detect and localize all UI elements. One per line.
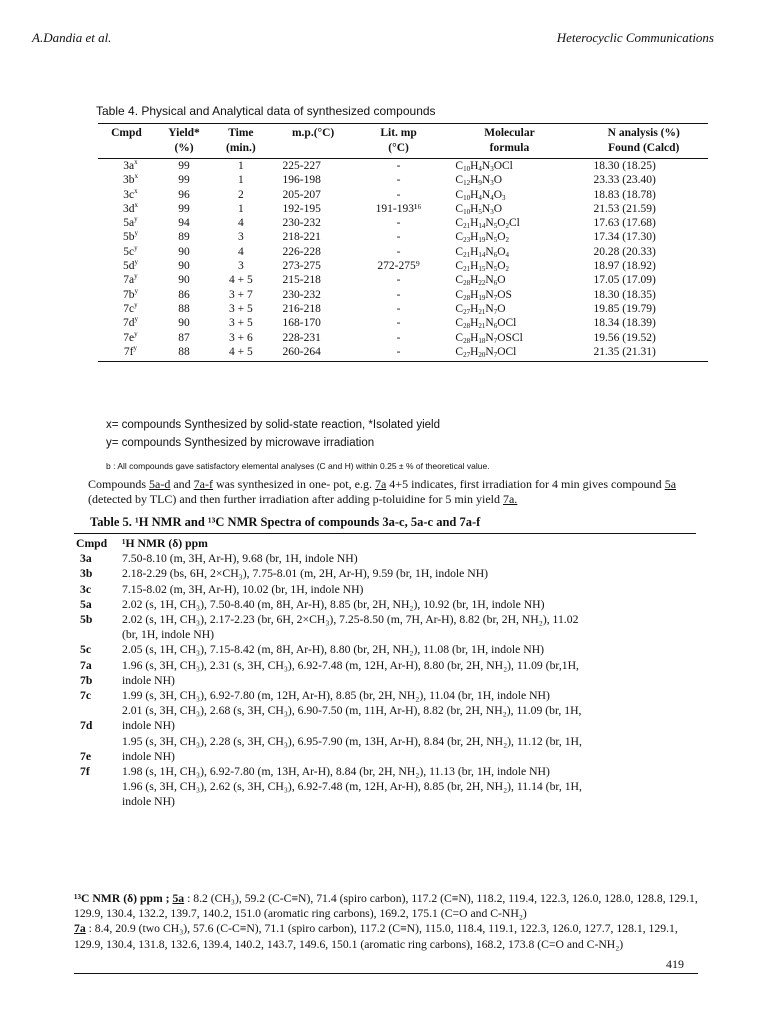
table4-header-mp: m.p.(°C) [269, 124, 358, 142]
table4-cell-mp: 218-221 [282, 231, 321, 244]
table4-cell-litmp: - [396, 217, 401, 230]
table5-cell-cmpd [74, 794, 122, 809]
table5-cell-nmr: 7.50-8.10 (m, 3H, Ar-H), 9.68 (br, 1H, indole NH) [122, 552, 358, 566]
table4-cell-time: 3 + 6 [228, 331, 253, 344]
table4-cell-mp: 230-232 [282, 217, 321, 230]
table5-row [74, 627, 696, 642]
table4-cell-yield: 96 [178, 188, 190, 201]
page-number: 419 [666, 957, 684, 971]
table4-cell-litmp: - [396, 331, 401, 344]
table5-row [74, 658, 696, 673]
table4-cell-time: 3 [237, 231, 244, 244]
table4-cell-mp: 225-227 [282, 160, 321, 172]
table4-cell-nanalysis: 18.97 (18.92) [593, 260, 656, 273]
c13-7a-ref: 7a [74, 922, 86, 936]
c13-7a-text: : 8.4, 20.9 (two CH₃), 57.6 (C-C≡N), 71.1 (spiro carbon), 117.2 (C≡N), 115.0, 118.4, 119.1, 122.3, 126.0, 127.7, 128.1, 129.1, 129.9, 130.4, 131.8, 132.6, 139.4, 140.2, 143.7, 149.6, 150.1 (aromatic ring carbons), 168.2, 173.8 (C=O and C-NH₂) [74, 922, 678, 951]
table4-cell-litmp: - [396, 274, 401, 287]
table4-cell-yield: 88 [155, 345, 213, 362]
table5-cell-nmr: 1.96 (s, 3H, CH₃), 2.31 (s, 3H, CH₃), 6.92-7.48 (m, 12H, Ar-H), 8.80 (br, 2H, NH₂), 11.09 (br,1H, [122, 658, 579, 672]
table5-cell-nmr: indole NH) [122, 673, 175, 687]
table4-cell-cmpd: $7f^y$ [98, 345, 155, 362]
table4-header2-mp [269, 141, 358, 159]
table4-cell-yield: 90 [178, 317, 190, 330]
table4-cell-time: 4 + 5 [213, 345, 268, 362]
table5-cell-cmpd: 5c [80, 643, 92, 657]
table4-cell-cmpd: $7d^y$ [122, 315, 138, 330]
table5-cell-nmr: indole NH) [122, 795, 175, 809]
table5 [74, 536, 696, 810]
table5-cell-cmpd: 5b [80, 613, 93, 627]
table4-cell-cmpd: $5c^y$ [123, 243, 138, 258]
table4-cell-cmpd: $7a^y$ [123, 272, 138, 287]
para-text: was synthesized in one- pot, e.g. [213, 477, 375, 491]
table5-cell-cmpd: 3a [80, 552, 92, 566]
table4-cell-litmp: - [396, 288, 401, 301]
table5-row [74, 734, 696, 749]
table4-row [98, 159, 708, 174]
table4-cell-formula: $C_{27}H_{20}N_7OCl$ [439, 345, 579, 362]
para-ref: 5a [664, 477, 677, 491]
table5-cell-cmpd: 3b [80, 567, 93, 581]
table4-cell-formula: $C_{27}H_{21}N_7O$ [455, 302, 506, 316]
table4-header-time: Time [213, 124, 268, 142]
table4-cell-yield: 94 [178, 217, 190, 230]
para-ref: 5a-d [149, 477, 171, 491]
table4-cell-time: 4 + 5 [228, 274, 253, 287]
table4-cell-formula: $C_{21}H_{14}N_5O_2Cl$ [455, 217, 520, 231]
table5-body [74, 551, 696, 809]
table5-row [74, 642, 696, 657]
para-ref: 7a. [502, 492, 518, 506]
table4-cell-formula: $C_{23}H_{19}N_5O_2$ [455, 231, 510, 245]
table4-row [98, 273, 708, 287]
table4-cell-litmp: - [396, 174, 401, 187]
table4-cell-yield: 88 [178, 302, 190, 315]
table4-cell-mp: 196-198 [282, 174, 321, 187]
table4-cell-mp: 205-207 [282, 188, 321, 201]
para-text: Compounds [88, 477, 150, 491]
table4-row [98, 331, 708, 345]
table4-cell-cmpd: $7e^y$ [123, 329, 138, 344]
table4-cell-mp: 260-264 [269, 345, 358, 362]
table4-header2-time: (min.) [213, 141, 268, 159]
table5-bottom-rule [74, 973, 698, 974]
c13-5a-text: : 8.2 (CH₃), 59.2 (C-C≡N), 71.4 (spiro carbon), 117.2 (C≡N), 118.2, 119.4, 122.3, 126.0, 128.0, 128.8, 129.1, 129.9, 130.4, 132.2, 139.7, 140.2, 151.0 (aromatic ring carbons), 169.2, 175.1 (C=O and C-NH₂) [74, 892, 698, 921]
table4-header2-nanalysis: Found (Calcd) [579, 141, 708, 159]
table4-cell-time: 4 [237, 217, 244, 230]
table4-cell-cmpd: $3d^x$ [122, 200, 138, 215]
table4-cell-time: 1 [237, 202, 244, 215]
table4-cell-mp: 230-232 [282, 288, 321, 301]
table4-cell-nanalysis: 21.35 (21.31) [579, 345, 708, 362]
table4-cell-formula: $C_{28}H_{19}N_7OS$ [455, 288, 512, 302]
table4-cell-nanalysis: 18.30 (18.35) [593, 288, 656, 301]
table5-row [74, 566, 696, 581]
table5-row [74, 597, 696, 612]
para-ref: 7a [374, 477, 387, 491]
table4-header2-cmpd [98, 141, 155, 159]
table5-header-row [74, 536, 696, 551]
table4-cell-cmpd: $3a^x$ [123, 158, 138, 172]
table4-cell-time: 3 [237, 260, 244, 273]
para-text: 4+5 indicates, first irradiation for 4 min gives compound [386, 477, 665, 491]
table4-cell-nanalysis: 17.63 (17.68) [593, 217, 656, 230]
table5-row [74, 582, 696, 597]
table4-header-formula: Molecular [439, 124, 579, 142]
table4-cell-cmpd: $5a^y$ [123, 215, 138, 230]
c13-5a-ref: 5a [172, 892, 185, 905]
table4-footnote-y: y= compounds Synthesized by microwave irradiation [106, 437, 375, 449]
table5-row [74, 794, 696, 809]
table4-cell-formula: $C_{10}H_5N_3O$ [455, 202, 503, 216]
table4-cell-litmp: - [396, 317, 401, 330]
table5-row [74, 612, 696, 627]
table4-cell-nanalysis: 23.33 (23.40) [593, 174, 656, 187]
table4-cell-litmp: - [396, 245, 401, 258]
table4-header-nanalysis: N analysis (%) [579, 124, 708, 142]
table4-cell-cmpd: $3c^x$ [123, 186, 138, 201]
c13-nmr-5a [74, 891, 698, 921]
table4-cell-nanalysis: 18.30 (18.25) [593, 160, 656, 172]
table4-cell-yield: 86 [178, 288, 190, 301]
table4-cell-cmpd: $3b^x$ [122, 172, 138, 187]
table4-row [98, 216, 708, 230]
table5-row [74, 551, 696, 566]
table5-row [74, 688, 696, 703]
table4-cell-mp: 228-231 [282, 331, 321, 344]
table5-caption: Table 5. ¹H NMR and ¹³C NMR Spectra of compounds 3a-c, 5a-c and 7a-f [90, 515, 481, 529]
table5-cell-nmr: 1.96 (s, 3H, CH₃), 2.62 (s, 3H, CH₃), 6.92-7.48 (m, 12H, Ar-H), 8.85 (br, 2H, NH₂), 11.14 (br, 1H, [122, 780, 582, 794]
table4-cell-mp: 216-218 [282, 302, 321, 315]
table4-cell-mp: 168-170 [282, 317, 321, 330]
running-header-authors: A.Dandia et al. [32, 30, 112, 45]
table4-cell-cmpd: $5d^y$ [122, 258, 138, 273]
table4-cell-litmp: - [396, 231, 401, 244]
table4-cell-nanalysis: 21.53 (21.59) [593, 202, 656, 215]
table4-header-yield: Yield* [155, 124, 213, 142]
table4-cell-formula: $C_{28}H_{22}N_6O$ [455, 274, 506, 288]
table5-cell-cmpd: 7c [80, 689, 92, 703]
table4 [98, 123, 708, 362]
table4-cell-mp: 273-275 [282, 260, 321, 273]
table4-cell-nanalysis: 17.05 (17.09) [593, 274, 656, 287]
table5-cell-nmr: 2.05 (s, 1H, CH₃), 7.15-8.42 (m, 8H, Ar-H), 8.80 (br, 2H, NH₂), 11.08 (br, 1H, indole NH) [122, 643, 545, 657]
table4-cell-litmp: 191-193¹⁶ [375, 202, 422, 215]
table4-cell-nanalysis: 17.34 (17.30) [593, 231, 656, 244]
table4-footnote-x: x= compounds Synthesized by solid-state reaction, *Isolated yield [106, 419, 441, 431]
table4-cell-yield: 99 [178, 160, 190, 172]
c13-nmr-block [74, 891, 698, 952]
table5-cell-cmpd: 7b [80, 673, 93, 687]
table4-cell-yield: 90 [178, 260, 190, 273]
table5-cell-cmpd [74, 779, 122, 794]
table4-header-litmp: Lit. mp [358, 124, 440, 142]
table5-cell-cmpd: 3c [80, 582, 92, 596]
table4-cell-formula: $C_{28}H_{18}N_7OSCl$ [455, 331, 523, 345]
table5-cell-nmr: 2.02 (s, 1H, CH₃), 2.17-2.23 (br, 6H, 2×CH₃), 7.25-8.50 (m, 7H, Ar-H), 8.82 (br, 2H, NH₂), 11.02 [122, 613, 579, 627]
table5-top-rule [74, 533, 696, 534]
table4-cell-litmp: 272-275⁹ [377, 260, 420, 273]
table4-cell-cmpd: $5b^y$ [122, 229, 138, 244]
table5-cell-nmr: indole NH) [122, 749, 175, 763]
table4-row [98, 259, 708, 273]
table4-cell-time: 3 + 5 [228, 302, 253, 315]
table4-cell-time: 2 [237, 188, 244, 201]
table4-cell-nanalysis: 18.83 (18.78) [593, 188, 656, 201]
table5-cell-cmpd: 7a [80, 658, 92, 672]
table4-cell-litmp: - [396, 302, 401, 315]
table5-cell-nmr: 2.18-2.29 (bs, 6H, 2×CH₃), 7.75-8.01 (m, 2H, Ar-H), 9.59 (br, 1H, indole NH) [122, 567, 489, 581]
table5-cell-nmr: 1.95 (s, 3H, CH₃), 2.28 (s, 3H, CH₃), 6.95-7.90 (m, 13H, Ar-H), 8.84 (br, 2H, NH₂), 11.12 (br, 1H, [122, 734, 582, 748]
table4-header2-yield: (%) [155, 141, 213, 159]
table4-header-cmpd: Cmpd [98, 124, 155, 142]
table5-cell-nmr: 2.01 (s, 3H, CH₃), 2.68 (s, 3H, CH₃), 6.90-7.50 (m, 11H, Ar-H), 8.82 (br, 2H, NH₂), 11.09 (br, 1H, [122, 704, 582, 718]
table5-cell-nmr: 2.02 (s, 1H, CH₃), 7.50-8.40 (m, 8H, Ar-H), 8.85 (br, 2H, NH₂), 10.92 (br, 1H, indole NH) [122, 597, 545, 611]
table4-row [98, 288, 708, 302]
table4-cell-yield: 89 [178, 231, 190, 244]
table4-cell-yield: 90 [178, 274, 190, 287]
table5-header-nmr: ¹H NMR (δ) ppm [122, 537, 208, 550]
table4-cell-formula: $C_{12}H_9N_3O$ [455, 174, 503, 188]
table4-header-row-1 [98, 124, 708, 142]
table4-footnote-b: b : All compounds gave satisfactory elemental analyses (C and H) within 0.25 ± % of theoretical value. [106, 461, 490, 471]
table4-cell-formula: $C_{10}H_4N_3OCl$ [455, 160, 513, 173]
table4-row [98, 245, 708, 259]
table4-cell-time: 4 [237, 245, 244, 258]
table4-cell-formula: $C_{21}H_{14}N_6O_4$ [455, 245, 510, 259]
table4-cell-nanalysis: 19.85 (19.79) [593, 302, 656, 315]
table5-row [74, 779, 696, 794]
table4-cell-litmp: - [396, 160, 401, 172]
table4-cell-yield: 87 [178, 331, 190, 344]
c13-nmr-label: ¹³C NMR (δ) ppm ; [74, 892, 173, 905]
table4-row [98, 173, 708, 187]
table4-row [98, 230, 708, 244]
table4-cell-time: 1 [237, 160, 244, 172]
table4-cell-mp: 226-228 [282, 245, 321, 258]
table4-row [98, 188, 708, 202]
table5-cell-nmr: 1.99 (s, 3H, CH₃), 6.92-7.80 (m, 12H, Ar-H), 8.85 (br, 2H, NH₂), 11.04 (br, 1H, indole NH) [122, 689, 550, 703]
table5-row [74, 749, 696, 764]
para-text: and [170, 477, 194, 491]
table4-cell-mp: 192-195 [282, 202, 321, 215]
table4-cell-formula: $C_{21}H_{15}N_5O_2$ [455, 260, 510, 274]
table4-cell-time: 3 + 7 [228, 288, 253, 301]
table4-header-row-2 [98, 141, 708, 159]
table4-cell-formula: $C_{28}H_{21}N_6OCl$ [455, 317, 517, 331]
table5-row [74, 764, 696, 779]
table4-cell-litmp: - [358, 345, 440, 362]
table4-header2-litmp: (°C) [358, 141, 440, 159]
table4-cell-yield: 99 [178, 174, 190, 187]
table4-body [98, 159, 708, 362]
table4-cell-cmpd: $7c^y$ [123, 300, 138, 315]
table5-header-cmpd: Cmpd [76, 537, 108, 550]
table5-cell-nmr: 1.98 (s, 1H, CH₃), 6.92-7.80 (m, 13H, Ar-H), 8.84 (br, 2H, NH₂), 11.13 (br, 1H, indole NH) [122, 765, 550, 779]
table4-row [98, 302, 708, 316]
table4-caption: Table 4. Physical and Analytical data of synthesized compounds [96, 104, 436, 118]
table4-cell-litmp: - [396, 188, 401, 201]
table4-row [98, 202, 708, 216]
table5-cell-cmpd [74, 734, 122, 749]
table4-row [98, 316, 708, 330]
table5-row [74, 718, 696, 733]
table5-row [74, 703, 696, 718]
table5-cell-cmpd: 7f [80, 765, 90, 779]
table4-cell-time: 3 + 5 [228, 317, 253, 330]
table5-row [74, 673, 696, 688]
table4-cell-nanalysis: 19.56 (19.52) [593, 331, 656, 344]
table4-cell-time: 1 [237, 174, 244, 187]
table4-cell-yield: 99 [178, 202, 190, 215]
table5-cell-nmr: indole NH) [122, 719, 175, 733]
body-paragraph [88, 477, 698, 507]
running-header-journal: Heterocyclic Communications [556, 30, 714, 45]
table4-header2-formula: formula [439, 141, 579, 159]
table5-cell-cmpd [74, 627, 122, 642]
c13-nmr-7a [74, 921, 698, 951]
table4-cell-yield: 90 [178, 245, 190, 258]
table4-cell-formula: $C_{10}H_4N_4O_3$ [455, 188, 506, 202]
table5-cell-nmr: 7.15-8.02 (m, 3H, Ar-H), 10.02 (br, 1H, indole NH) [122, 582, 364, 596]
table5-cell-cmpd [74, 703, 122, 718]
table4-cell-nanalysis: 18.34 (18.39) [593, 317, 656, 330]
table5-cell-cmpd: 7d [80, 719, 93, 733]
table4-cell-nanalysis: 20.28 (20.33) [593, 245, 656, 258]
table5-cell-nmr: (br, 1H, indole NH) [122, 628, 215, 642]
table5-cell-cmpd: 5a [80, 597, 92, 611]
table4-cell-cmpd: $7b^y$ [122, 286, 138, 301]
para-text: (detected by TLC) and then further irradiation after adding p-toluidine for 5 min yield [88, 492, 503, 506]
table5-cell-cmpd: 7e [80, 749, 92, 763]
para-ref: 7a-f [193, 477, 213, 491]
table4-cell-mp: 215-218 [282, 274, 321, 287]
table4-row [98, 345, 708, 362]
